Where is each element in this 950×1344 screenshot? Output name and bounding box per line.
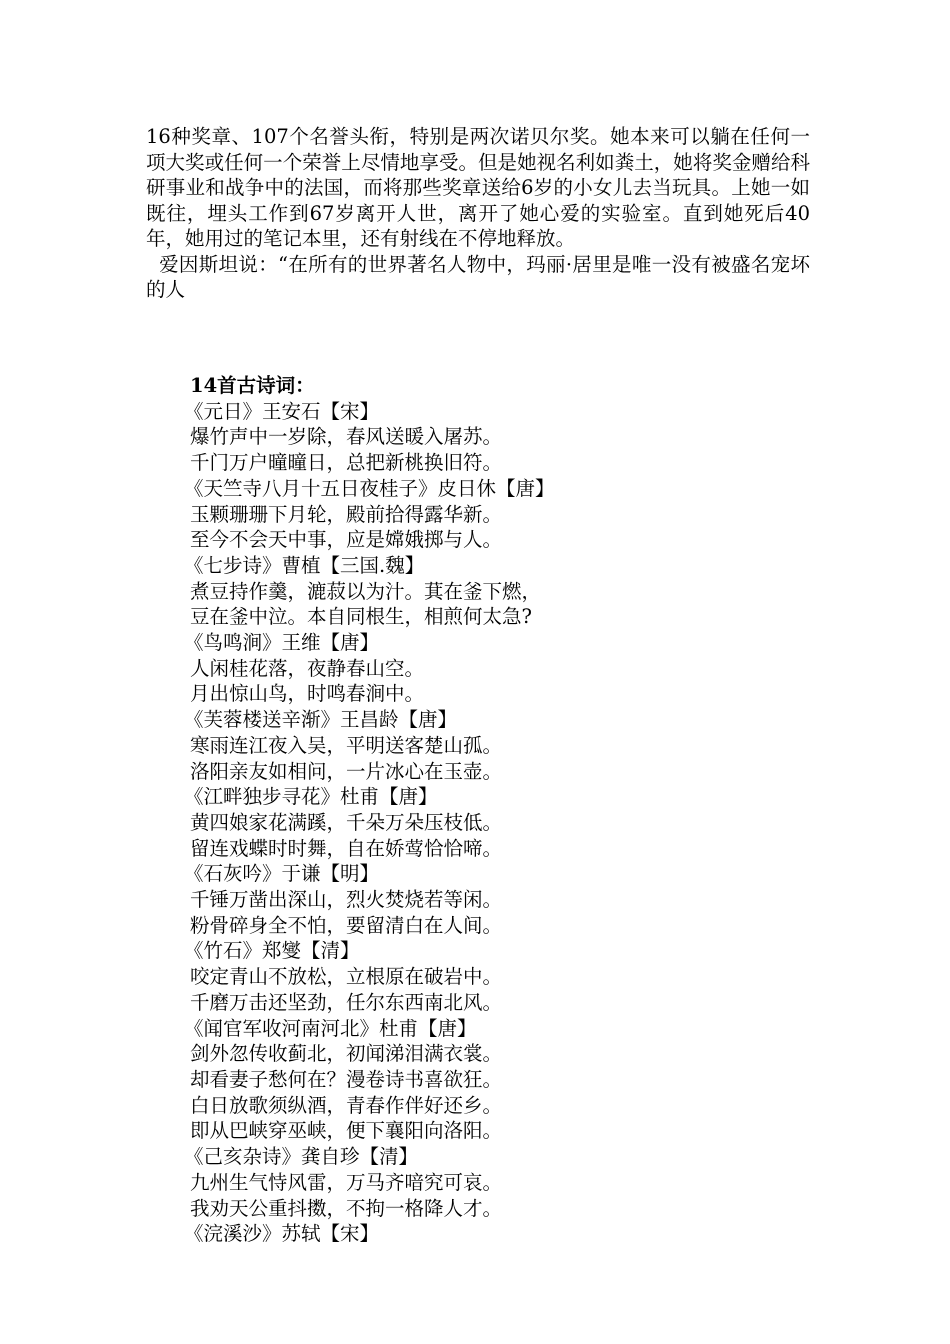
intro-text (146, 124, 810, 303)
poem-title: 《石灰吟》于谦【明】 (184, 862, 380, 886)
poem-title: 《鸟鸣涧》王维【唐】 (184, 631, 380, 655)
poem-line: 却看妻子愁何在？漫卷诗书喜欲狂。 (190, 1067, 503, 1091)
poem-line: 人闲桂花落，夜静春山空。 (190, 656, 425, 680)
poem-line: 寒雨连江夜入吴，平明送客楚山孤。 (190, 733, 503, 757)
poem-line: 千磨万击还坚劲，任尔东西南北风。 (190, 990, 503, 1014)
poem-list (184, 373, 830, 1247)
poem-line: 爆竹声中一岁除，春风送暖入屠苏。 (190, 425, 503, 449)
poem-line: 千锤万凿出深山，烈火焚烧若等闲。 (190, 888, 503, 912)
poem-line: 黄四娘家花满蹊，千朵万朵压枝低。 (190, 810, 503, 834)
poem-line: 玉颗珊珊下月轮，殿前拾得露华新。 (190, 502, 503, 526)
poem-line: 留连戏蝶时时舞，自在娇莺恰恰啼。 (190, 836, 503, 860)
intro-paragraph: 16种奖章、107个名誉头衔，特别是两次诺贝尔奖。她本来可以躺在任何一项大奖或任何一个荣誉上尽情地享受。但是她视名利如粪土，她将奖金赠给科研事业和战争中的法国，而将那些奖章送给6岁的小女儿去当玩具。上她一如既往，埋头工作到67岁离开人世，离开了她心爱的实验室。直到她死后40年，她用过的笔记本里，还有射线在不停地释放。 (146, 125, 810, 250)
poem-title: 《七步诗》曹植【三国.魏】 (184, 553, 425, 577)
poem-line: 洛阳亲友如相问，一片冰心在玉壶。 (190, 759, 503, 783)
poem-title: 《天竺寺八月十五日夜桂子》皮日休【唐】 (184, 476, 555, 500)
poem-title: 《芙蓉楼送辛渐》王昌龄【唐】 (184, 708, 458, 732)
poem-line: 粉骨碎身全不怕，要留清白在人间。 (190, 913, 503, 937)
poem-line: 我劝天公重抖擞，不拘一格降人才。 (190, 1196, 503, 1220)
poem-title: 《竹石》郑燮【清】 (184, 939, 360, 963)
poem-line: 月出惊山鸟，时鸣春涧中。 (190, 682, 425, 706)
poem-line: 豆在釜中泣。本自同根生，相煎何太急? (190, 605, 532, 629)
poem-line: 九州生气恃风雷，万马齐喑究可哀。 (190, 1170, 503, 1194)
poem-line: 千门万户曈曈日，总把新桃换旧符。 (190, 451, 503, 475)
poem-line: 白日放歌须纵酒，青春作伴好还乡。 (190, 1093, 503, 1117)
intro-paragraph: 爱因斯坦说：“在所有的世界著名人物中，玛丽·居里是唯一没有被盛名宠坏的人 (146, 252, 810, 301)
poem-title: 《元日》王安石【宋】 (184, 399, 380, 423)
poem-line: 煮豆持作羹，漉菽以为汁。萁在釜下燃， (190, 579, 542, 603)
poem-title: 《闻官军收河南河北》杜甫【唐】 (184, 1016, 477, 1040)
poem-list-heading: 14首古诗词： (190, 374, 315, 397)
poem-title: 《己亥杂诗》龚自珍【清】 (184, 1145, 419, 1169)
poem-items (184, 399, 830, 1247)
poem-title: 《浣溪沙》苏轼【宋】 (184, 1222, 380, 1246)
poem-line: 至今不会天中事，应是嫦娥掷与人。 (190, 528, 503, 552)
poem-title: 《江畔独步寻花》杜甫【唐】 (184, 785, 438, 809)
poem-line: 即从巴峡穿巫峡，便下襄阳向洛阳。 (190, 1119, 503, 1143)
poem-line: 咬定青山不放松，立根原在破岩中。 (190, 965, 503, 989)
poem-line: 剑外忽传收蓟北，初闻涕泪满衣裳。 (190, 1042, 503, 1066)
